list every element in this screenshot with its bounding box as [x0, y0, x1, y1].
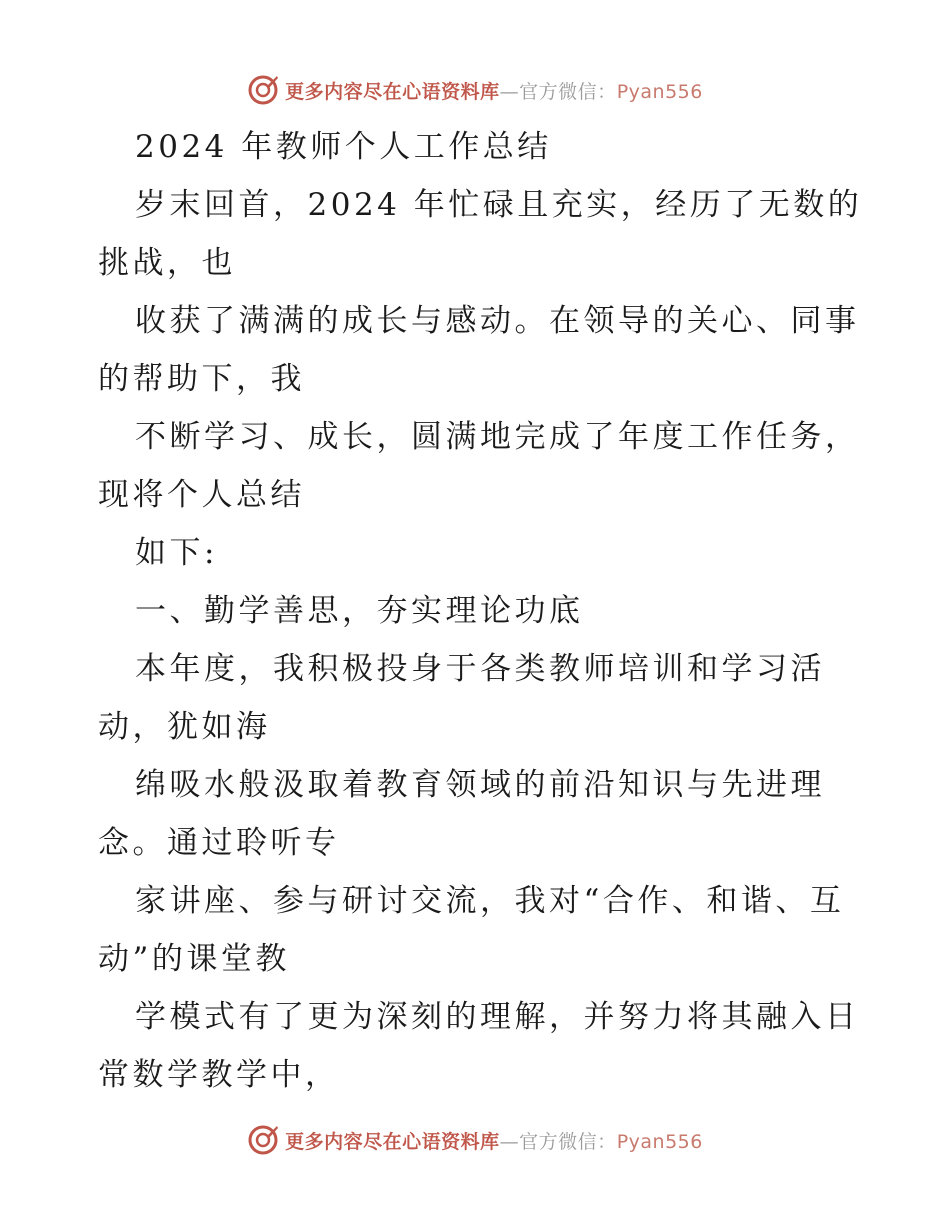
document-line: 学模式有了更为深刻的理解，并努力将其融入日	[135, 999, 860, 1035]
document-line: 挑战，也	[98, 245, 236, 281]
document-line: 如下:	[135, 535, 218, 571]
document-line: 本年度，我积极投身于各类教师培训和学习活	[135, 651, 825, 687]
watermark-brand: 更多内容尽在心语资料库	[285, 1130, 500, 1153]
watermark-official-label: 官方微信：	[519, 80, 617, 103]
document-line: 动，犹如海	[98, 709, 271, 745]
footer-watermark	[0, 1120, 950, 1160]
document-line: 动”的课堂教	[98, 941, 290, 977]
document-line: 绵吸水般汲取着教育领域的前沿知识与先进理	[135, 767, 825, 803]
red-pen-circle-logo-icon	[247, 74, 279, 106]
watermark-text	[285, 77, 703, 104]
header-watermark	[0, 70, 950, 110]
document-line: 常数学教学中，	[98, 1057, 340, 1093]
watermark-wechat-id: Pyan556	[616, 80, 703, 103]
document-line: 不断学习、成长，圆满地完成了年度工作任务，	[135, 419, 860, 455]
document-line: 一、勤学善思，夯实理论功底	[135, 593, 584, 629]
red-pen-circle-logo-icon	[247, 1124, 279, 1156]
watermark-dash: —	[499, 1130, 520, 1153]
document-line: 的帮助下，我	[98, 361, 305, 397]
watermark-official-label: 官方微信：	[519, 1130, 617, 1153]
document-line: 现将个人总结	[98, 477, 305, 513]
watermark-wechat-id: Pyan556	[616, 1130, 703, 1153]
document-line: 家讲座、参与研讨交流，我对“合作、和谐、互	[135, 883, 845, 919]
document-line: 收获了满满的成长与感动。在领导的关心、同事	[135, 303, 860, 339]
watermark-text	[285, 1127, 703, 1154]
document-body	[98, 118, 878, 1104]
document-line: 念。通过聆听专	[98, 825, 340, 861]
document-line: 岁末回首，2024 年忙碌且充实，经历了无数的	[135, 187, 863, 223]
watermark-dash: —	[499, 80, 520, 103]
watermark-brand: 更多内容尽在心语资料库	[285, 80, 500, 103]
document-line: 2024 年教师个人工作总结	[135, 129, 552, 165]
